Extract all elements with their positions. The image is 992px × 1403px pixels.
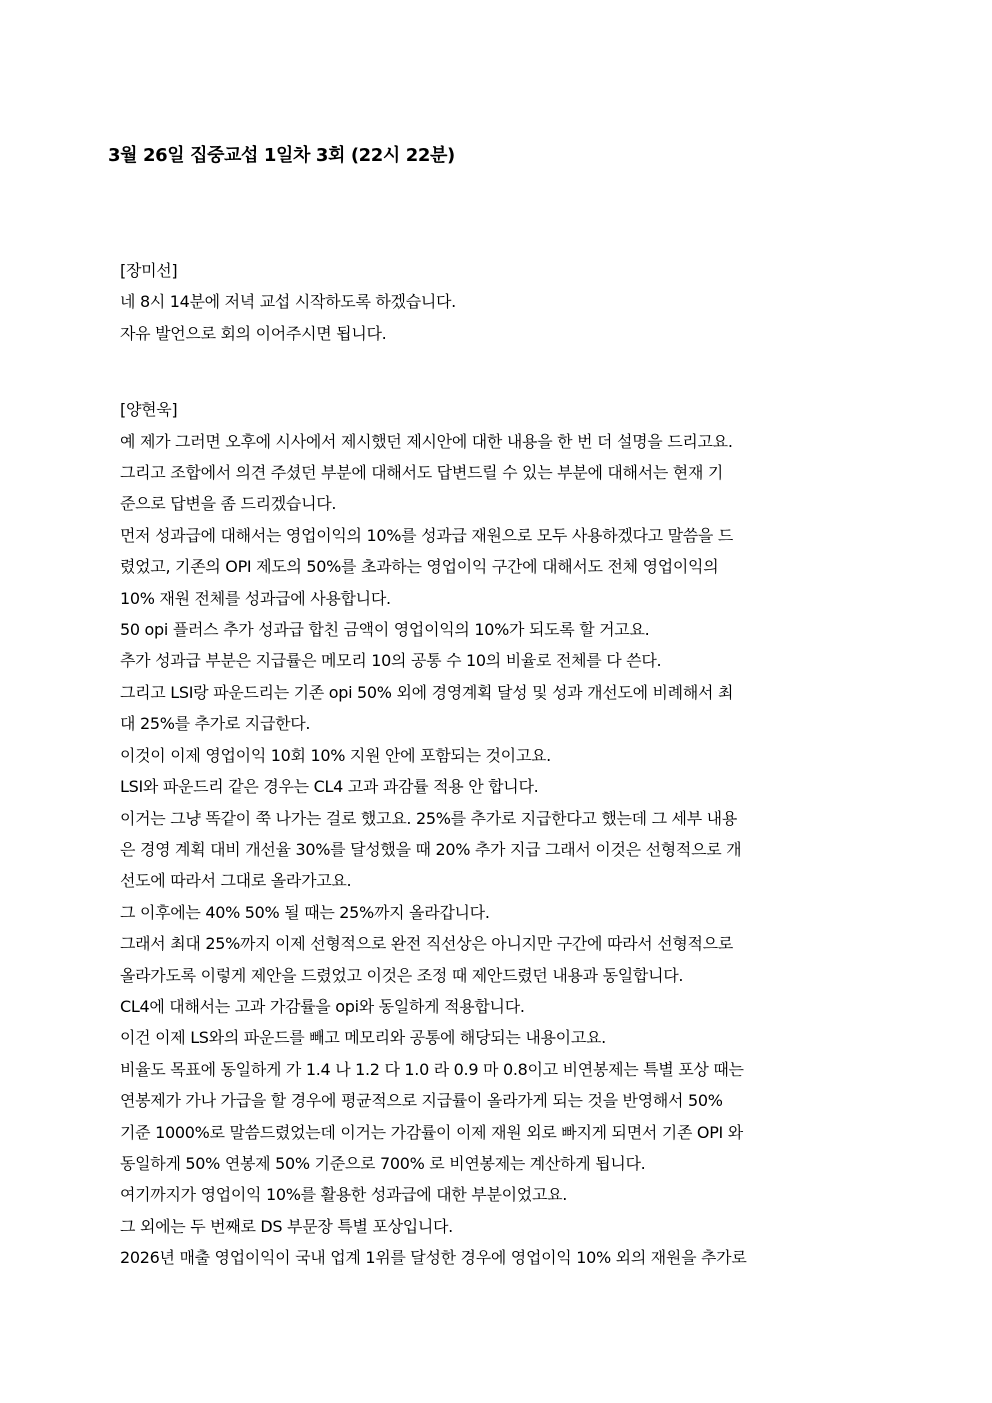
transcript-line: 동일하게 50% 연봉제 50% 기준으로 700% 로 비연봉제는 계산하게 됩니다. — [120, 1153, 646, 1173]
transcript-line: 그 이후에는 40% 50% 될 때는 25%까지 올라갑니다. — [120, 902, 490, 922]
transcript-line: 대 25%를 추가로 지급한다. — [120, 714, 311, 734]
transcript-line: CL4에 대해서는 고과 가감률을 opi와 동일하게 적용합니다. — [120, 996, 525, 1016]
transcript-line: 50 opi 플러스 추가 성과급 합친 금액이 영업이익의 10%가 되도록 할 거고요. — [120, 620, 650, 640]
transcript-line: 자유 발언으로 회의 이어주시면 됩니다. — [120, 323, 387, 343]
transcript-line: 선도에 따라서 그대로 올라가고요. — [120, 871, 352, 891]
transcript-line: 렸었고, 기존의 OPI 제도의 50%를 초과하는 영업이익 구간에 대해서도 전체 영업이익의 — [120, 557, 719, 577]
transcript-line: 이것이 이제 영업이익 10회 10% 지원 안에 포함되는 것이고요. — [120, 745, 551, 765]
transcript-line: 그래서 최대 25%까지 이제 선형적으로 완전 직선상은 아니지만 구간에 따라서 선형적으로 — [120, 934, 733, 954]
transcript-line: 그리고 조합에서 의견 주셨던 부분에 대해서도 답변드릴 수 있는 부분에 대해서는 현재 기 — [120, 463, 724, 483]
transcript-line: LSI와 파운드리 같은 경우는 CL4 고과 과감률 적용 안 합니다. — [120, 777, 539, 797]
transcript-line: 여기까지가 영업이익 10%를 활용한 성과급에 대한 부분이었고요. — [120, 1185, 568, 1205]
transcript-line: 네 8시 14분에 저녁 교섭 시작하도록 하겠습니다. — [120, 292, 456, 312]
transcript-line: 2026년 매출 영업이익이 국내 업계 1위를 달성한 경우에 영업이익 10% 외의 재원을 추가로 — [120, 1248, 747, 1268]
transcript-line: 기준 1000%로 말씀드렸었는데 이거는 가감률이 이제 재원 외로 빠지게 되면서 기존 OPI 와 — [120, 1122, 743, 1142]
transcript-line: 그리고 LSI랑 파운드리는 기존 opi 50% 외에 경영계획 달성 및 성과 개선도에 비례해서 최 — [120, 682, 734, 702]
transcript-line: 이건 이제 LS와의 파운드를 빼고 메모리와 공통에 해당되는 내용이고요. — [120, 1028, 606, 1048]
transcript-line: 비율도 목표에 동일하게 가 1.4 나 1.2 다 1.0 라 0.9 마 0.8이고 비연봉제는 특별 포상 때는 — [120, 1059, 744, 1079]
transcript-line: 은 경영 계획 대비 개선율 30%를 달성했을 때 20% 추가 지급 그래서 이것은 선형적으로 개 — [120, 839, 742, 859]
transcript-line: 예 제가 그러면 오후에 시사에서 제시했던 제시안에 대한 내용을 한 번 더 설명을 드리고요. — [120, 431, 733, 451]
transcript-line: 먼저 성과급에 대해서는 영업이익의 10%를 성과급 재원으로 모두 사용하겠다고 말씀을 드 — [120, 525, 733, 545]
transcript-line: 연봉제가 가나 가급을 할 경우에 평균적으로 지급률이 올라가게 되는 것을 반영해서 50% — [120, 1091, 723, 1111]
speaker-section — [120, 255, 874, 349]
transcript-body — [120, 255, 874, 1274]
transcript-line: 추가 성과급 부분은 지급률은 메모리 10의 공통 수 10의 비율로 전체를 다 쓴다. — [120, 651, 662, 671]
transcript-line: 그 외에는 두 번째로 DS 부문장 특별 포상입니다. — [120, 1216, 453, 1236]
transcript-line: 올라가도록 이렇게 제안을 드렸었고 이것은 조정 때 제안드렸던 내용과 동일합니다. — [120, 965, 684, 985]
document-title: 3월 26일 집중교섭 1일차 3회 (22시 22분) — [108, 145, 455, 166]
transcript-line: 10% 재원 전체를 성과급에 사용합니다. — [120, 588, 391, 608]
speaker-name: [장미선] — [120, 261, 178, 280]
transcript-line: 준으로 답변을 좀 드리겠습니다. — [120, 494, 337, 514]
speaker-section — [120, 394, 874, 1273]
transcript-line: 이거는 그냥 똑같이 쭉 나가는 걸로 했고요. 25%를 추가로 지급한다고 했는데 그 세부 내용 — [120, 808, 737, 828]
speaker-name: [양현욱] — [120, 400, 178, 420]
